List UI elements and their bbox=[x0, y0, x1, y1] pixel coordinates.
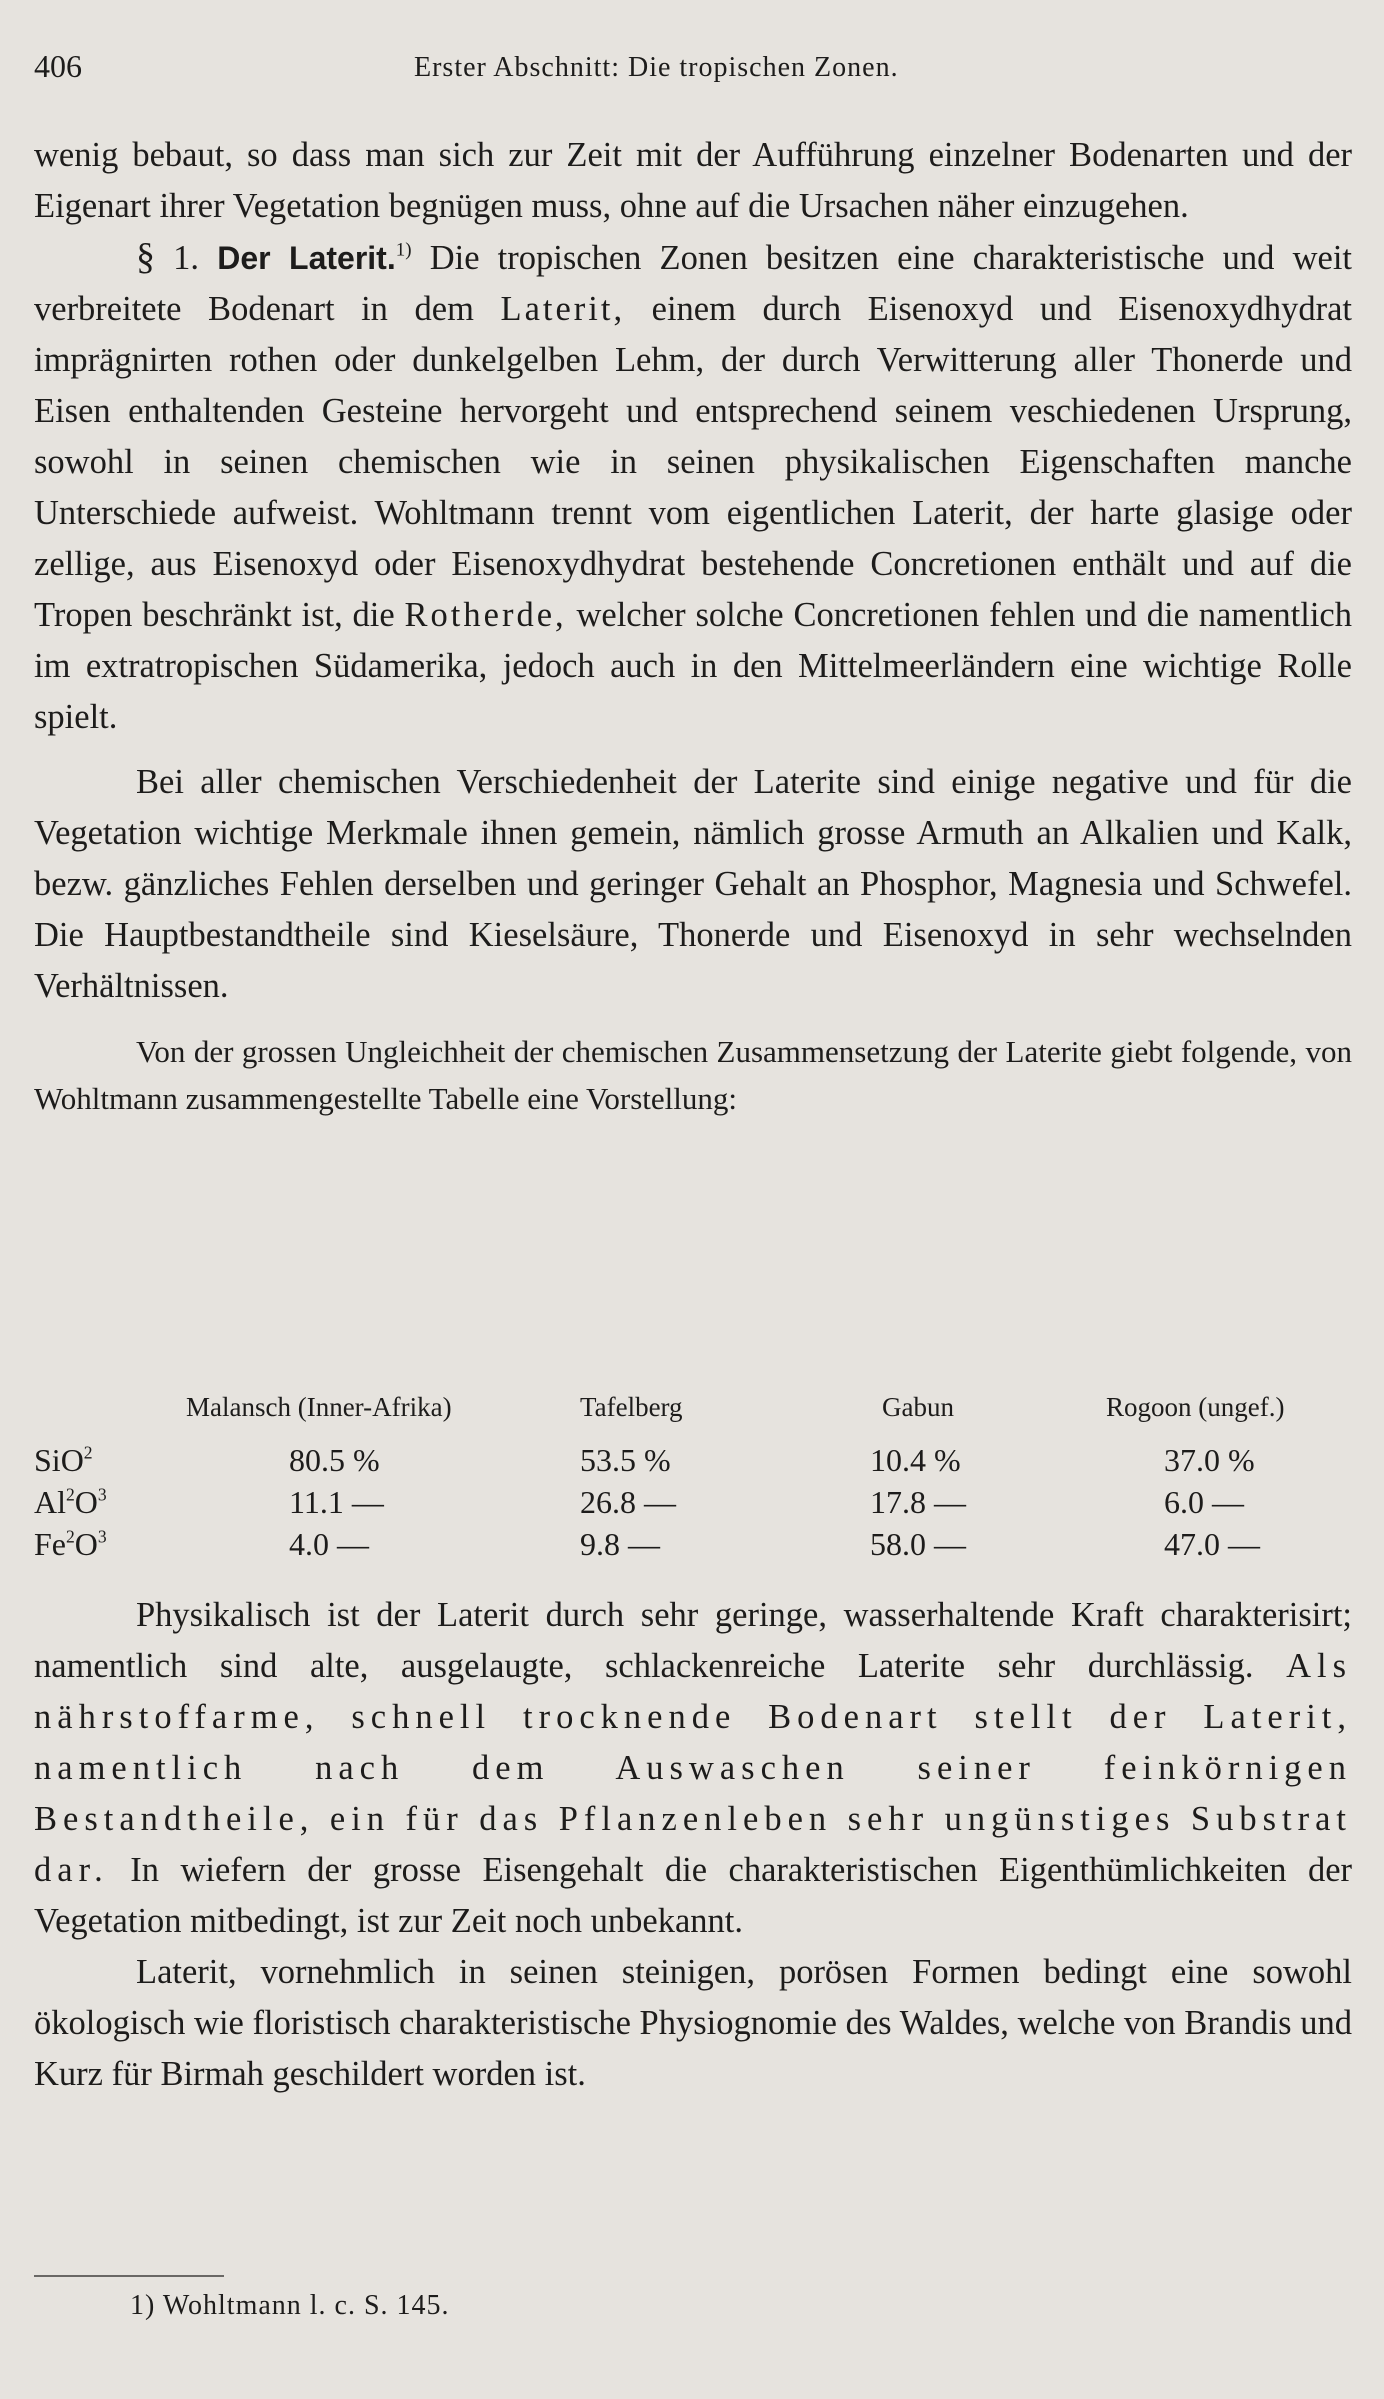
table-row-label bbox=[34, 1442, 93, 1479]
paragraph-4-text-b: In wiefern der grosse Eisengehalt die charakteristischen Eigenthümlichkeiten der Vegetation mitbedingt, ist zur Zeit noch unbekannt. bbox=[34, 1851, 1352, 1940]
table-cell: 10.4 % bbox=[870, 1442, 961, 1478]
section-text-a: Die tropischen Zonen besitzen eine charakteristische und weit verbreitete Bodenart in dem bbox=[34, 239, 1352, 328]
formula-superscript: 2 bbox=[66, 1484, 75, 1505]
composition-table bbox=[34, 1392, 1354, 1592]
formula-part: SiO bbox=[34, 1442, 84, 1478]
page-header bbox=[34, 48, 1354, 88]
section-sign: § bbox=[136, 236, 155, 278]
section-text-b: einem durch Eisenoxyd und Eisenoxydhydrat imprägnirten rothen oder dunkelgelben Lehm, der durch Verwitterung aller Thonerde und Eisen enthaltenden Gesteine hervorgeht und entsprechend seinem veschiedenen Ursprung, sowohl in seinen chemischen wie in seinen physikalischen Eigenschaften manche Unterschiede aufweist. Wohltmann trennt vom eigentlichen Laterit, der harte glasige oder zellige, aus Eisenoxyd oder Eisenoxydhydrat bestehende Concretionen enthält und auf die Tropen beschränkt ist, die bbox=[34, 290, 1352, 634]
table-column-header: Malansch (Inner-Afrika) bbox=[186, 1392, 452, 1422]
table-cell: 58.0 — bbox=[870, 1526, 966, 1562]
section-number: 1. bbox=[173, 239, 200, 277]
table-column-header: Gabun bbox=[882, 1392, 954, 1422]
table-column-header: Tafelberg bbox=[580, 1392, 683, 1422]
table-row-label bbox=[34, 1484, 107, 1521]
table-cell: 26.8 — bbox=[580, 1484, 676, 1520]
table-cell: 37.0 % bbox=[1164, 1442, 1255, 1478]
table-cell: 4.0 — bbox=[289, 1526, 369, 1562]
paragraph-2: Bei aller chemischen Verschiedenheit der Laterite sind einige negative und für die Vegetation wichtige Merkmale ihnen gemein, nämlich grosse Armuth an Alkalien und Kalk, bezw. gänzliches Fehlen derselben und geringer Gehalt an Phosphor, Magnesia und Schwefel. Die Hauptbestandtheile sind Kieselsäure, Thonerde und Eisenoxyd in sehr wechselnden Verhältnissen. bbox=[34, 763, 1352, 1005]
paragraph-4-text-a: Physikalisch ist der Laterit durch sehr geringe, wasserhaltende Kraft charakterisirt; namentlich sind alte, ausgelaugte, schlackenreiche Laterite sehr durchlässig. bbox=[34, 1596, 1352, 1685]
formula-superscript: 2 bbox=[83, 1442, 93, 1463]
section-1-paragraph bbox=[34, 232, 1352, 743]
table-row-label bbox=[34, 1526, 107, 1563]
term-laterit: Laterit, bbox=[500, 290, 626, 328]
footnote-mark: 1) bbox=[130, 2290, 156, 2321]
paragraph-5: Laterit, vornehmlich in seinen steinigen, porösen Formen bedingt eine sowohl ökologisch wie floristisch charakteristische Physiognomie des Waldes, welche von Brandis und Kurz für Birmah geschildert worden ist. bbox=[34, 1953, 1352, 2093]
formula-part: O bbox=[74, 1484, 98, 1520]
table-cell: 80.5 % bbox=[289, 1442, 380, 1478]
paragraph-3: Von der grossen Ungleichheit der chemischen Zusammensetzung der Laterite giebt folgende, von Wohltmann zusammengestellte Tabelle eine Vorstellung: bbox=[34, 1034, 1352, 1116]
formula-superscript: 3 bbox=[97, 1484, 107, 1505]
section-text-c: welcher solche Concretionen fehlen und die namentlich im extratropischen Südamerika, jedoch auch in den Mittelmeerländern eine wichtige Rolle spielt. bbox=[34, 596, 1352, 736]
paragraph-4 bbox=[34, 1590, 1352, 1947]
intro-paragraph: wenig bebaut, so dass man sich zur Zeit mit der Aufführung einzelner Bodenarten und der Eigenart ihrer Vegetation begnügen muss, ohne auf die Ursachen näher einzugehen. bbox=[34, 136, 1352, 225]
main-text-continued bbox=[34, 1590, 1352, 2100]
table-cell: 53.5 % bbox=[580, 1442, 671, 1478]
formula-part: Fe bbox=[34, 1526, 66, 1562]
table-column-header: Rogoon (ungef.) bbox=[1106, 1392, 1285, 1422]
formula-part: O bbox=[74, 1526, 98, 1562]
table-cell: 9.8 — bbox=[580, 1526, 660, 1562]
formula-part: Al bbox=[34, 1484, 66, 1520]
footnote-reference-mark: 1 bbox=[395, 239, 406, 261]
footnote-divider bbox=[34, 2275, 224, 2277]
table-cell: 11.1 — bbox=[289, 1484, 384, 1520]
formula-superscript: 3 bbox=[97, 1526, 107, 1547]
running-title: Erster Abschnitt: Die tropischen Zonen. bbox=[414, 52, 899, 83]
table-cell: 6.0 — bbox=[1164, 1484, 1244, 1520]
table-cell: 47.0 — bbox=[1164, 1526, 1260, 1562]
section-title: Der Laterit. bbox=[217, 240, 396, 276]
table-cell: 17.8 — bbox=[870, 1484, 966, 1520]
page-number: 406 bbox=[34, 48, 82, 84]
footnote-reference: 1) bbox=[395, 239, 412, 261]
paragraph-4-spaced: Als nährstoffarme, schnell trocknende Bodenart stellt der Laterit, namentlich nach dem Auswaschen seiner feinkörnigen Bestandtheile, ein für das Pflanzenleben sehr ungünstiges Substrat dar. bbox=[34, 1647, 1352, 1889]
main-text bbox=[34, 130, 1352, 1122]
term-rotherde: Rotherde, bbox=[404, 596, 567, 634]
formula-superscript: 2 bbox=[66, 1526, 75, 1547]
footnote bbox=[130, 2290, 450, 2322]
footnote-text: Wohltmann l. c. S. 145. bbox=[162, 2290, 450, 2321]
